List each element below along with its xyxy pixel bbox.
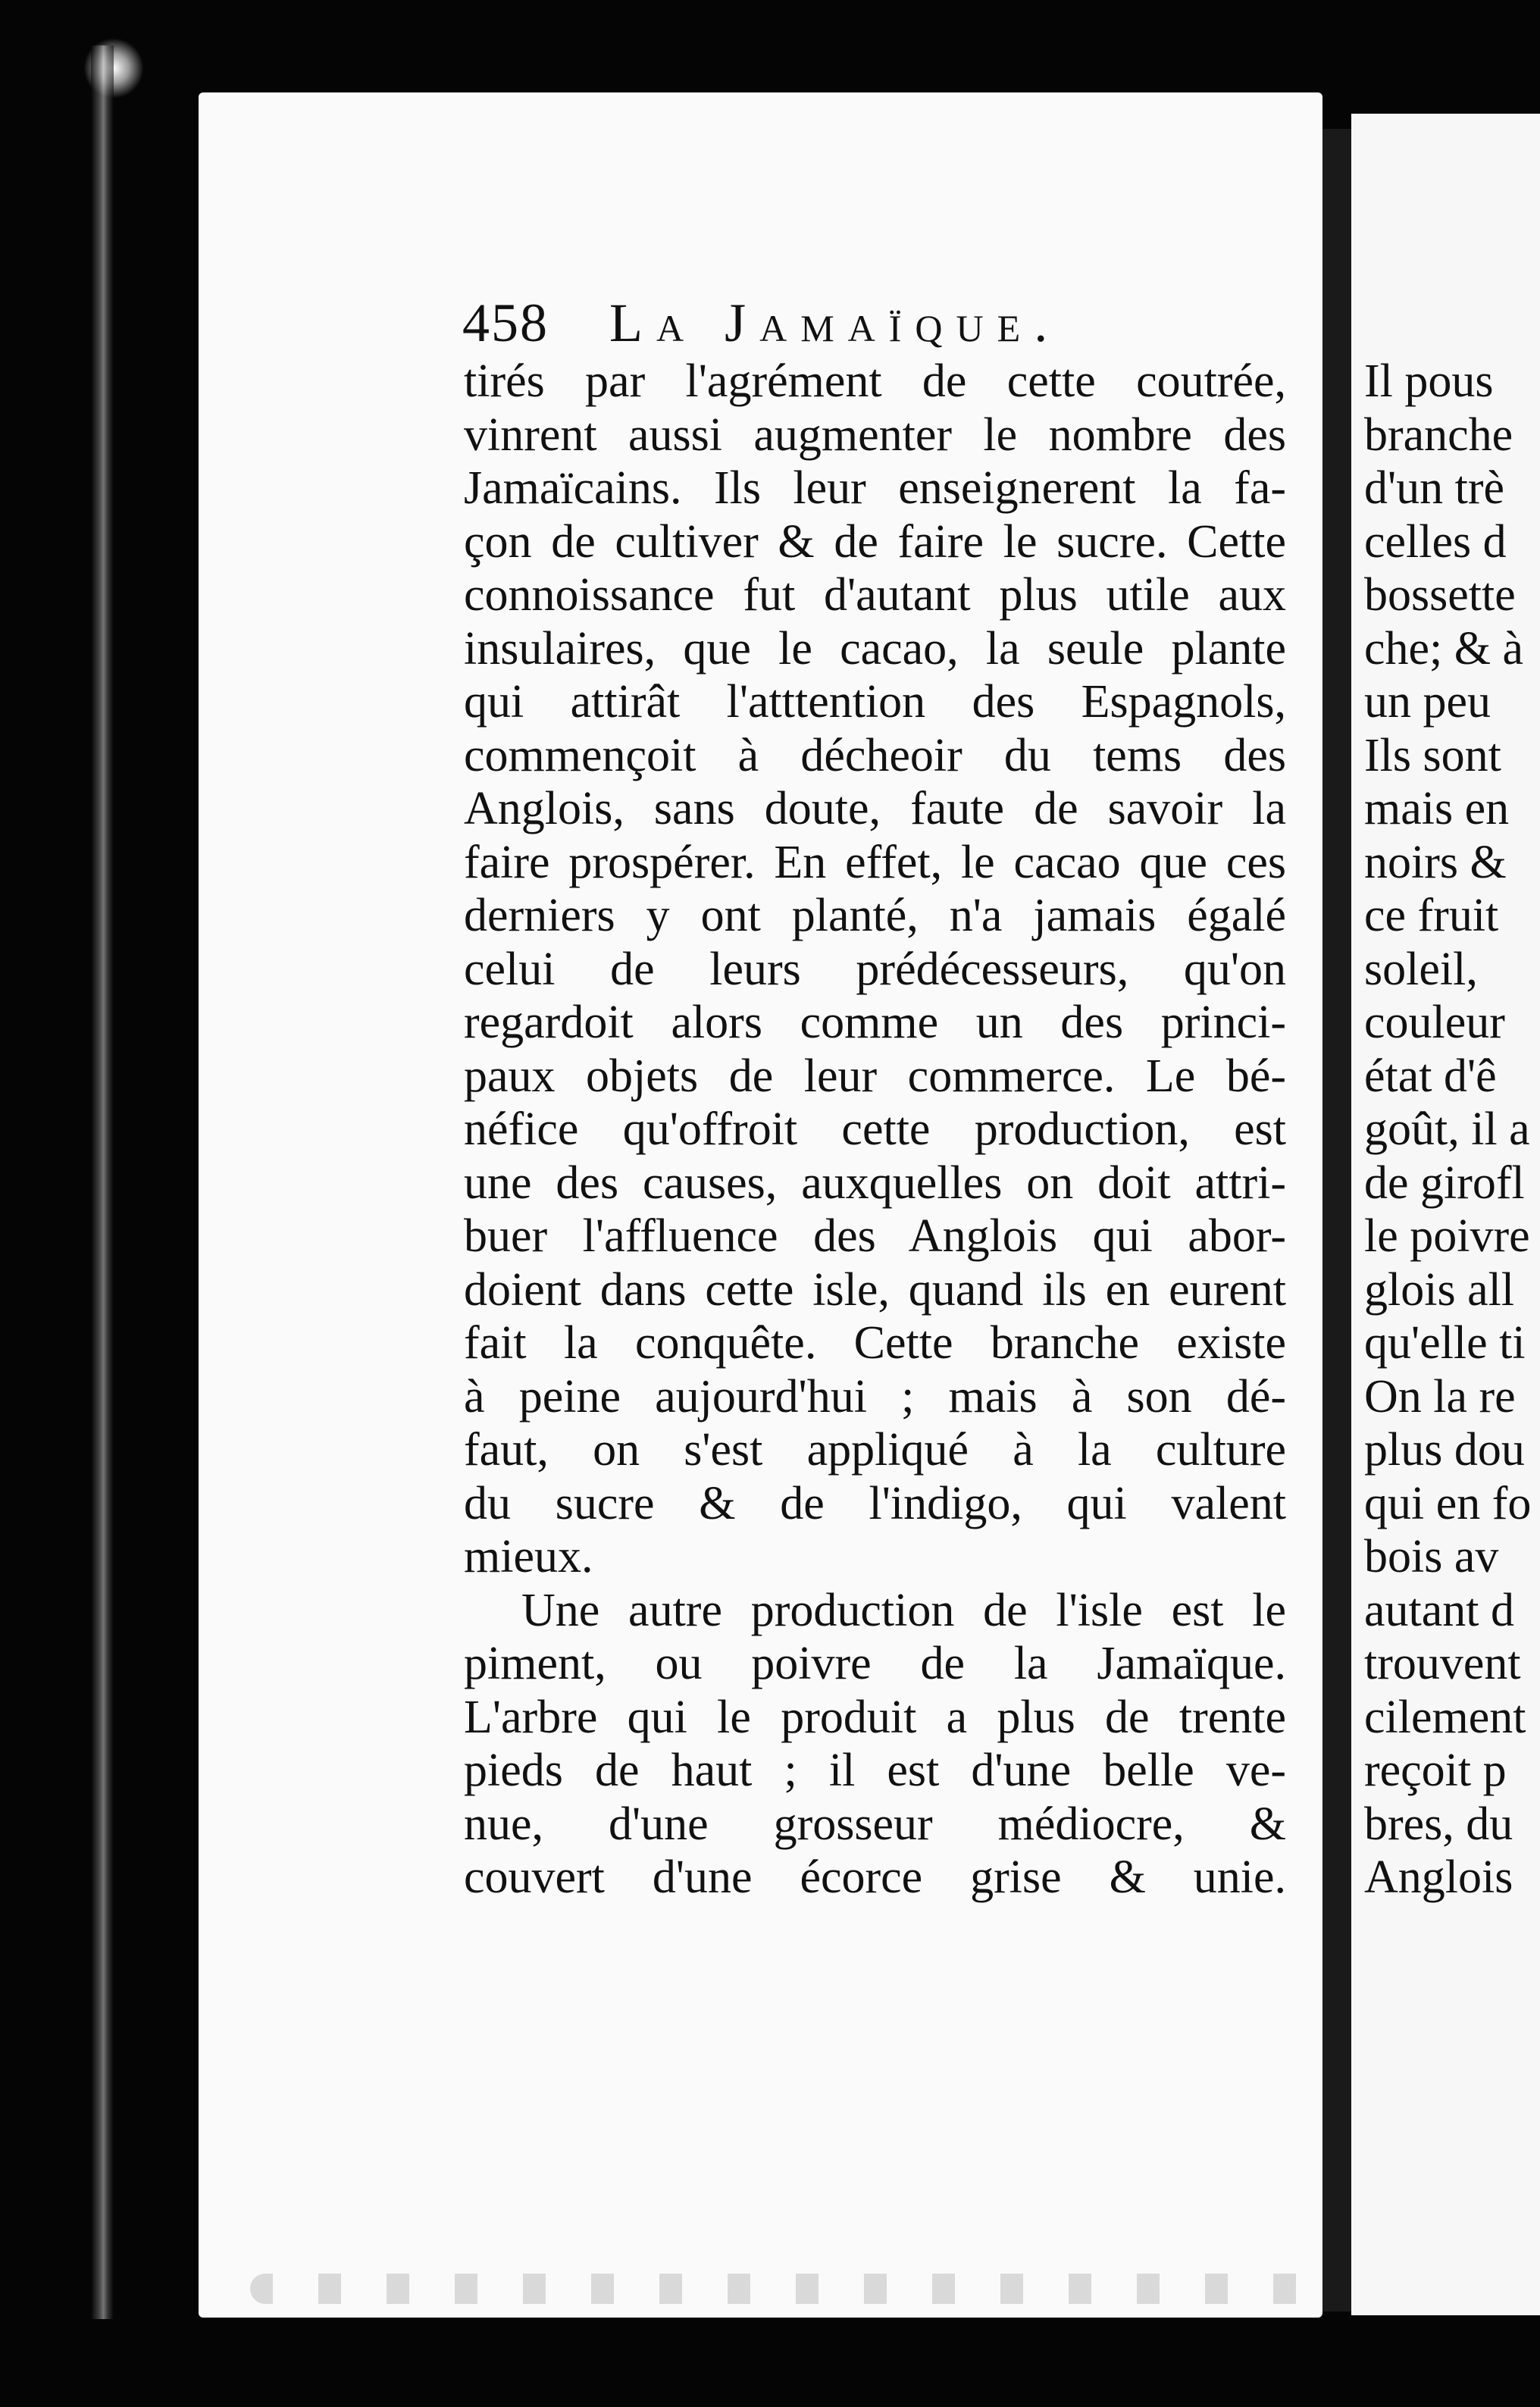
text-line: d'un trè [1364, 462, 1505, 514]
text-line: celles d [1364, 515, 1507, 568]
text-line: pieds de haut ; il est d'une belle ve- [464, 1745, 1286, 1796]
text-line: commençoit à décheoir du tems des [464, 729, 1286, 781]
text-line: bois av [1364, 1531, 1499, 1582]
text-line: insulaires, que le cacao, la seule plante [464, 622, 1286, 675]
text-line: reçoit p [1364, 1745, 1507, 1796]
text-line: faire prospérer. En effet, le cacao que ces [464, 836, 1286, 888]
running-header [462, 292, 1061, 355]
text-line: goût, il a [1364, 1103, 1530, 1155]
text-line: trouvent [1364, 1638, 1521, 1689]
text-line: glois all [1364, 1263, 1515, 1316]
text-line: noirs & [1364, 836, 1507, 888]
text-line: du sucre & de l'indigo, qui valent [464, 1477, 1286, 1529]
text-line: soleil, [1364, 943, 1478, 995]
text-line: che; & à [1364, 622, 1524, 675]
text-line: Une autre production de l'isle est le [521, 1584, 1286, 1636]
text-line: regardoit alors comme un des princi- [464, 997, 1286, 1048]
book-gutter [1322, 129, 1351, 2312]
text-line: On la re [1364, 1370, 1516, 1423]
page-number: 458 [462, 293, 549, 353]
text-line: autant d [1364, 1584, 1514, 1636]
text-line: le poivre [1364, 1210, 1530, 1262]
text-line: à peine aujourd'hui ; mais à son dé- [464, 1370, 1286, 1423]
text-line: cilement [1364, 1691, 1526, 1743]
text-line: piment, ou poivre de la Jamaïque. [464, 1638, 1286, 1689]
text-line: mieux. [464, 1531, 593, 1582]
text-line: un peu [1364, 676, 1491, 728]
text-line: Ils sont [1364, 729, 1501, 781]
text-line: qui attirât l'atttention des Espagnols, [464, 676, 1286, 728]
text-line: Jamaïcains. Ils leur enseignerent la fa- [464, 462, 1286, 514]
text-line: L'arbre qui le produit a plus de trente [464, 1691, 1286, 1743]
text-line: ce fruit [1364, 890, 1499, 941]
running-title: La Jamaïque. [609, 293, 1062, 353]
text-line: celui de leurs prédécesseurs, qu'on [464, 943, 1286, 995]
page-edge-shadow [91, 45, 114, 2319]
text-line: plus dou [1364, 1424, 1525, 1476]
text-line: connoissance fut d'autant plus utile aux [464, 569, 1286, 621]
text-line: tirés par l'agrément de cette coutrée, [464, 355, 1286, 407]
text-line: Il pous [1364, 355, 1494, 407]
text-line: Anglois, sans doute, faute de savoir la [464, 783, 1286, 834]
text-line: couleur [1364, 997, 1505, 1048]
text-line: néfice qu'offroit cette production, est [464, 1103, 1286, 1155]
text-line: branche [1364, 408, 1513, 461]
text-line: bossette [1364, 569, 1516, 621]
text-line: mais en [1364, 783, 1510, 834]
text-line: vinrent aussi augmenter le nombre des [464, 408, 1286, 461]
right-text-block [1364, 355, 1540, 1905]
text-line: faut, on s'est appliqué à la culture [464, 1424, 1286, 1476]
text-line: couvert d'une écorce grise & unie. [464, 1851, 1286, 1903]
text-line: Anglois [1364, 1851, 1513, 1903]
text-line: derniers y ont planté, n'a jamais égalé [464, 890, 1286, 941]
text-line: paux objets de leur commerce. Le bé- [464, 1050, 1286, 1102]
text-line: bres, du [1364, 1798, 1513, 1850]
text-line: buer l'affluence des Anglois qui abor- [464, 1210, 1286, 1262]
page-bottom-stains [250, 2274, 1311, 2304]
text-line: doient dans cette isle, quand ils en eurent [464, 1263, 1286, 1316]
left-text-block [464, 355, 1286, 1905]
right-page [1351, 114, 1540, 2315]
text-line: qui en fo [1364, 1477, 1532, 1529]
text-line: çon de cultiver & de faire le sucre. Cette [464, 515, 1286, 568]
text-line: qu'elle ti [1364, 1317, 1526, 1369]
text-line: une des causes, auxquelles on doit attri- [464, 1157, 1286, 1209]
text-line: nue, d'une grosseur médiocre, & [464, 1798, 1286, 1850]
text-line: état d'ê [1364, 1050, 1497, 1102]
text-line: fait la conquête. Cette branche existe [464, 1317, 1286, 1369]
text-line: de girofl [1364, 1157, 1525, 1209]
